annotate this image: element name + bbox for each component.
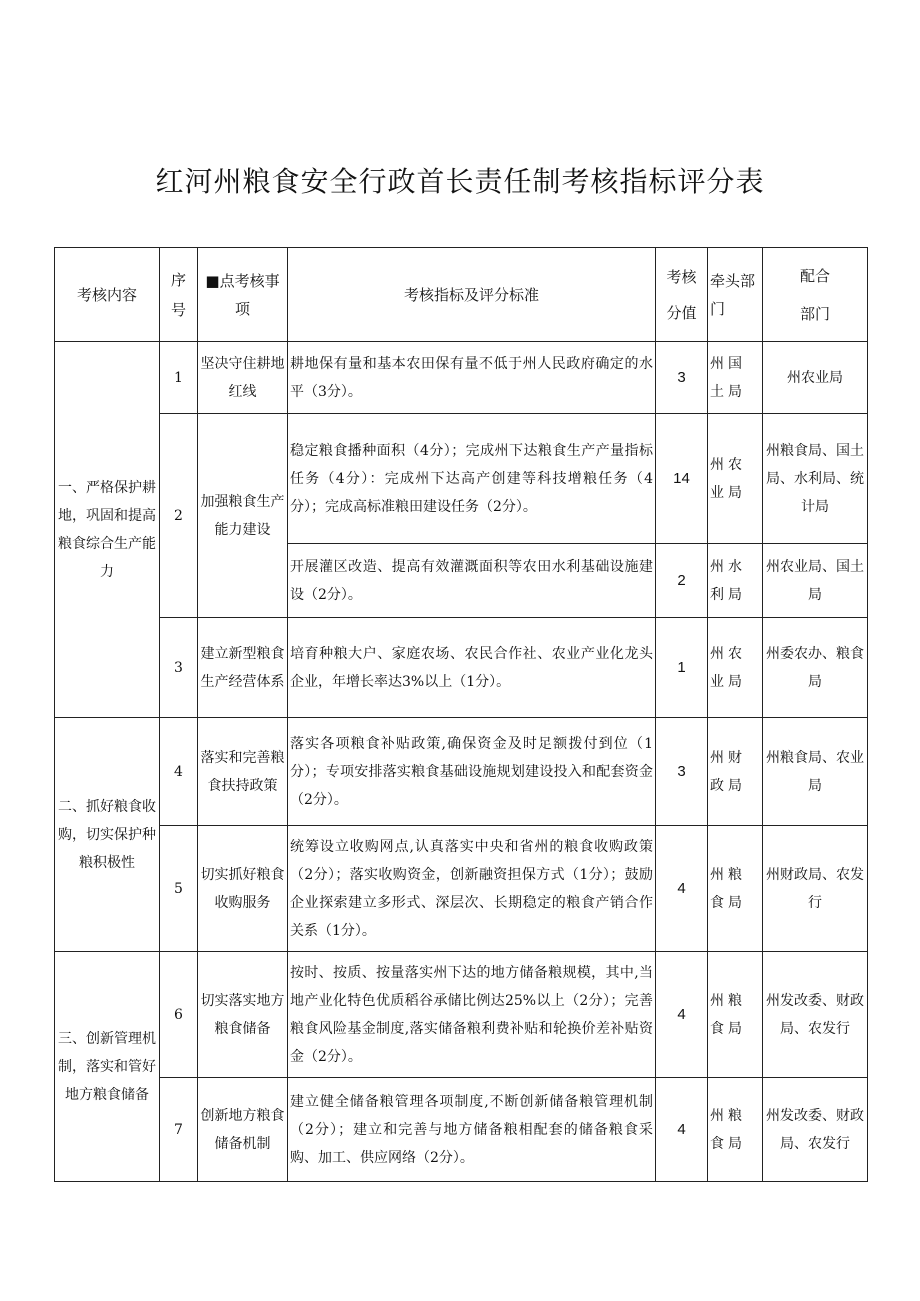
- table-row: [55, 342, 868, 414]
- header-standard: 考核指标及评分标准: [288, 248, 656, 342]
- row-coop: 州发改委、财政局、农发行: [763, 1078, 868, 1182]
- row-standard: 耕地保有量和基本农田保有量不低于州人民政府确定的水平（3分）。: [288, 342, 656, 414]
- row-item: 切实落实地方粮食储备: [198, 952, 288, 1078]
- header-row: [55, 248, 868, 342]
- row-no: 7: [160, 1078, 198, 1182]
- category-cell: 一、严格保护耕地，巩固和提高粮食综合生产能力: [55, 342, 160, 718]
- row-standard: 开展灌区改造、提高有效灌溉面积等农田水利基础设施建设（2分）。: [288, 544, 656, 618]
- row-coop: 州委农办、粮食局: [763, 618, 868, 718]
- header-coop: 配合 部门: [763, 248, 868, 342]
- row-lead: 州农业局: [708, 414, 763, 544]
- table-row: [55, 1078, 868, 1182]
- header-score: 考核 分值: [656, 248, 708, 342]
- row-standard: 建立健全储备粮管理各项制度,不断创新储备粮管理机制（2分）；建立和完善与地方储备粮相配套的储备粮食采购、加工、供应网络（2分）。: [288, 1078, 656, 1182]
- row-coop: 州粮食局、国土局、水利局、统计局: [763, 414, 868, 544]
- row-no: 5: [160, 826, 198, 952]
- row-no: 1: [160, 342, 198, 414]
- row-item: 坚决守住耕地红线: [198, 342, 288, 414]
- row-standard: 按时、按质、按量落实州下达的地方储备粮规模，其中,当地产业化特色优质稻谷承储比例达25%以上（2分）；完善粮食风险基金制度,落实储备粮利费补贴和轮换价差补贴资金（2分）。: [288, 952, 656, 1078]
- row-standard: 统筹设立收购网点,认真落实中央和省州的粮食收购政策（2分）；落实收购资金，创新融资担保方式（1分）；鼓励企业探索建立多形式、深层次、长期稳定的粮食产销合作关系（1分）。: [288, 826, 656, 952]
- row-score: 14: [656, 414, 708, 544]
- row-item: 切实抓好粮食收购服务: [198, 826, 288, 952]
- row-score: 3: [656, 342, 708, 414]
- row-lead: 州粮食局: [708, 952, 763, 1078]
- row-lead: 州财政局: [708, 718, 763, 826]
- table-row: [55, 414, 868, 544]
- row-no: 3: [160, 618, 198, 718]
- row-standard: 培育种粮大户、家庭农场、农民合作社、农业产业化龙头企业，年增长率达3%以上（1分）。: [288, 618, 656, 718]
- header-content: 考核内容: [55, 248, 160, 342]
- row-score: 1: [656, 618, 708, 718]
- category-cell: 三、创新管理机制，落实和管好地方粮食储备: [55, 952, 160, 1182]
- category-cell: 二、抓好粮食收购，切实保护种粮积极性: [55, 718, 160, 952]
- row-coop: 州财政局、农发行: [763, 826, 868, 952]
- row-coop: 州粮食局、农业局: [763, 718, 868, 826]
- header-no: 序 号: [160, 248, 198, 342]
- assessment-table: [54, 247, 868, 1182]
- row-lead: 州粮食局: [708, 826, 763, 952]
- row-score: 4: [656, 1078, 708, 1182]
- row-no: 4: [160, 718, 198, 826]
- header-item: ■点考核事 项: [198, 248, 288, 342]
- table-row: [55, 952, 868, 1078]
- row-no: 2: [160, 414, 198, 618]
- row-standard: 落实各项粮食补贴政策,确保资金及时足额拨付到位（1分）；专项安排落实粮食基础设施规划建设投入和配套资金（2分）。: [288, 718, 656, 826]
- row-lead: 州粮食局: [708, 1078, 763, 1182]
- row-score: 4: [656, 826, 708, 952]
- row-standard: 稳定粮食播种面积（4分）；完成州下达粮食生产产量指标任务（4分）：完成州下达高产创建等科技增粮任务（4分）；完成高标准粮田建设任务（2分）。: [288, 414, 656, 544]
- row-coop: 州发改委、财政局、农发行: [763, 952, 868, 1078]
- row-lead: 州国土局: [708, 342, 763, 414]
- row-item: 创新地方粮食储备机制: [198, 1078, 288, 1182]
- table-row: [55, 718, 868, 826]
- row-score: 3: [656, 718, 708, 826]
- table-row: [55, 826, 868, 952]
- row-coop: 州农业局: [763, 342, 868, 414]
- row-item: 加强粮食生产能力建设: [198, 414, 288, 618]
- row-lead: 州农业局: [708, 618, 763, 718]
- page-title: 红河州粮食安全行政首长责任制考核指标评分表: [155, 165, 765, 198]
- header-lead: 牵头部 门: [708, 248, 763, 342]
- row-item: 落实和完善粮食扶持政策: [198, 718, 288, 826]
- row-item: 建立新型粮食生产经营体系: [198, 618, 288, 718]
- row-score: 4: [656, 952, 708, 1078]
- row-score: 2: [656, 544, 708, 618]
- row-coop: 州农业局、国土局: [763, 544, 868, 618]
- row-no: 6: [160, 952, 198, 1078]
- row-lead: 州水利局: [708, 544, 763, 618]
- table-row: [55, 618, 868, 718]
